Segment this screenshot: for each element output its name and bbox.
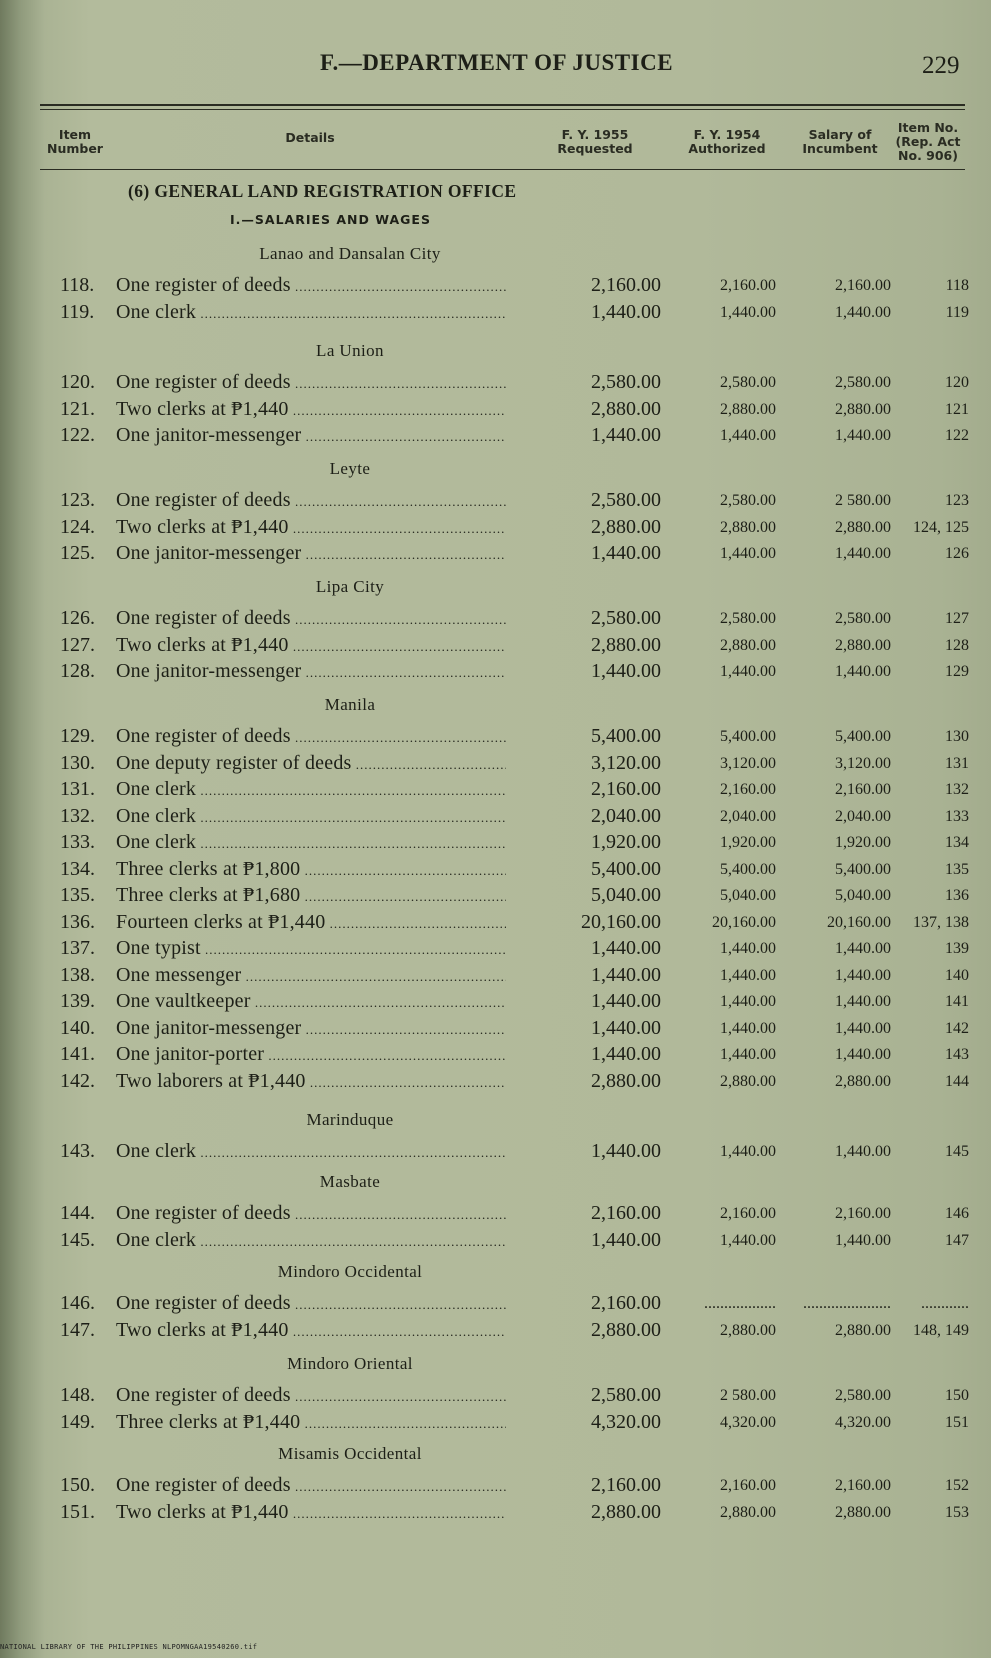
table-row [0,424,991,450]
table-row [0,1140,991,1166]
item-detail: One janitor-messenger ..... [116,424,506,447]
item-number: 130. [60,751,95,774]
fy1955-requested: 1,440.00 [591,1016,661,1039]
item-number: 147. [60,1318,95,1341]
table-row [0,778,991,804]
header-rule-top [40,104,965,106]
salary-of-incumbent: 2,580.00 [835,1387,891,1404]
rep-act-item-no: 153 [945,1503,969,1521]
item-number: 142. [60,1069,95,1092]
salary-of-incumbent: 1,440.00 [835,545,891,562]
table-row [0,805,991,831]
salary-of-incumbent: 2,880.00 [835,1072,891,1090]
item-detail: One register of deeds ..... [116,1202,506,1225]
fy1954-authorized: 2,880.00 [720,636,776,654]
table-row [0,884,991,910]
fy1954-authorized: 5,040.00 [720,887,776,904]
fy1955-requested: 1,440.00 [591,1043,661,1065]
item-number: 149. [60,1410,95,1433]
group-label: Marinduque [306,1110,394,1129]
salary-of-incumbent: 2,160.00 [835,1205,891,1222]
salary-of-incumbent: 5,040.00 [835,887,891,904]
item-number: 144. [60,1202,95,1224]
item-detail: Three clerks at ₱1,800 ..... [116,858,506,881]
item-detail: One register of deeds ..... [116,1474,506,1497]
table-row [0,911,991,937]
item-number: 126. [60,607,95,629]
rep-act-item-no: 131 [945,754,969,772]
rep-act-item-no: 150 [945,1387,969,1404]
item-detail: Two clerks at ₱1,440 ..... [116,634,506,657]
group-label: La Union [316,341,384,360]
item-detail: One messenger ..... [116,964,506,987]
rep-act-item-no: 142 [945,1019,969,1037]
salary-of-incumbent: 2,880.00 [835,518,891,536]
table-row [0,542,991,568]
salary-of-incumbent: 1,440.00 [835,940,891,957]
col-item-no [888,121,968,163]
item-number: 139. [60,990,95,1012]
col-item-no-line2: (Rep. Act [895,134,961,149]
table-row [0,831,991,857]
item-number: 134. [60,857,95,880]
salary-of-incumbent: 2,580.00 [835,374,891,391]
fy1955-requested: 3,120.00 [591,751,661,774]
item-detail: Two laborers at ₱1,440 ..... [116,1070,506,1093]
item-number: 132. [60,804,95,827]
item-number: 127. [60,633,95,656]
salary-of-incumbent: 1,440.00 [835,1046,891,1063]
salary-of-incumbent: 1,440.00 [835,993,891,1010]
rep-act-item-no: 144 [945,1072,969,1090]
page-number: 229 [922,52,960,79]
rep-act-item-no: 132 [945,781,969,798]
fy1955-requested: 2,160.00 [591,274,661,296]
item-number: 124. [60,515,95,538]
table-row [0,1017,991,1043]
rep-act-item-no: 134 [945,834,969,851]
fy1955-requested: 1,440.00 [591,542,661,564]
col-item-no-line1: Item No. [897,120,959,135]
salary-of-incumbent: 1,440.00 [835,966,891,984]
fy1954-authorized: 2 580.00 [720,1387,776,1404]
item-number: 135. [60,884,95,906]
table-row [0,634,991,660]
rep-act-item-no: 143 [945,1046,969,1063]
salary-of-incumbent: 1,440.00 [835,1231,891,1249]
item-number: 140. [60,1016,95,1039]
item-number: 143. [60,1140,95,1162]
group-label: Mindoro Oriental [287,1354,413,1373]
fy1955-requested: 2,160.00 [591,1474,661,1496]
salary-of-incumbent: 2,880.00 [835,636,891,654]
item-detail: One clerk ..... [116,831,506,854]
item-number: 138. [60,963,95,986]
item-number: 145. [60,1228,95,1251]
table-row [0,1202,991,1228]
col-fy1954 [672,128,782,156]
fy1954-authorized: .................. [704,1295,776,1312]
table-row [0,1229,991,1255]
col-fy1955-line1: F. Y. 1955 [561,127,629,142]
fy1954-authorized: 2,160.00 [720,1477,776,1494]
salary-of-incumbent: 1,440.00 [835,1143,891,1160]
fy1955-requested: 1,440.00 [591,1228,661,1251]
item-detail: Two clerks at ₱1,440 ..... [116,1501,506,1524]
salary-of-incumbent: 2 580.00 [835,492,891,509]
rep-act-item-no: 119 [945,303,969,321]
fy1955-requested: 2,040.00 [591,804,661,827]
item-detail: One register of deeds ..... [116,274,506,297]
col-fy1955 [540,128,650,156]
item-detail: One register of deeds ..... [116,371,506,394]
fy1954-authorized: 2,040.00 [720,807,776,825]
item-number: 123. [60,489,95,511]
fy1955-requested: 2,580.00 [591,1384,661,1406]
subsection-title: I.—SALARIES AND WAGES [230,212,431,227]
item-detail: Three clerks at ₱1,680 ..... [116,884,506,907]
fy1954-authorized: 1,440.00 [720,427,776,444]
rep-act-item-no: 151 [945,1413,969,1431]
salary-of-incumbent: 2,880.00 [835,1321,891,1339]
item-detail: One janitor-messenger ..... [116,660,506,683]
item-detail: One register of deeds ..... [116,725,506,748]
fy1954-authorized: 3,120.00 [720,754,776,772]
item-detail: Two clerks at ₱1,440 ..... [116,398,506,421]
item-detail: One clerk ..... [116,301,506,324]
item-detail: One register of deeds ..... [116,607,506,630]
fy1955-requested: 2,580.00 [591,371,661,393]
salary-of-incumbent: 5,400.00 [835,860,891,878]
table-row [0,371,991,397]
item-detail: One clerk ..... [116,778,506,801]
group-label: Masbate [319,1172,381,1191]
fy1955-requested: 2,880.00 [591,515,661,538]
fy1955-requested: 5,040.00 [591,884,661,906]
item-number: 118. [60,274,95,296]
rep-act-item-no: 126 [945,545,969,562]
fy1954-authorized: 1,920.00 [720,834,776,851]
salary-of-incumbent: 4,320.00 [835,1413,891,1431]
fy1954-authorized: 1,440.00 [720,545,776,562]
item-detail: One clerk ..... [116,1140,506,1163]
fy1954-authorized: 1,440.00 [720,1046,776,1063]
col-fy1955-line2: Requested [557,141,633,156]
fy1955-requested: 4,320.00 [591,1410,661,1433]
group-label: Mindoro Occidental [277,1262,423,1281]
item-detail: Two clerks at ₱1,440 ..... [116,516,506,539]
item-number: 125. [60,542,95,564]
item-number: 131. [60,778,95,800]
table-row [0,752,991,778]
group-label: Lipa City [315,577,385,596]
item-detail: One clerk ..... [116,805,506,828]
item-detail: One deputy register of deeds ..... [116,752,506,775]
fy1954-authorized: 1,440.00 [720,1231,776,1249]
page-header [0,50,991,90]
col-item-no-line3: No. 906) [898,148,958,163]
col-item-number-line1: Item [58,127,92,142]
salary-of-incumbent: 1,920.00 [835,834,891,851]
fy1954-authorized: 1,440.00 [720,303,776,321]
item-number: 128. [60,660,95,682]
fy1954-authorized: 2,880.00 [720,1321,776,1339]
fy1954-authorized: 2,160.00 [720,1205,776,1222]
table-row [0,964,991,990]
fy1955-requested: 1,440.00 [591,424,661,446]
rep-act-item-no: 136 [945,887,969,904]
salary-of-incumbent: ...................... [803,1295,891,1312]
item-detail: Three clerks at ₱1,440 ..... [116,1411,506,1434]
table-row [0,1070,991,1096]
col-fy1954-line1: F. Y. 1954 [693,127,761,142]
item-detail: One register of deeds ..... [116,489,506,512]
fy1955-requested: 2,580.00 [591,489,661,511]
salary-of-incumbent: 2,160.00 [835,781,891,798]
salary-of-incumbent: 2,880.00 [835,400,891,418]
fy1954-authorized: 1,440.00 [720,1143,776,1160]
table-row [0,516,991,542]
fy1954-authorized: 2,580.00 [720,610,776,627]
rep-act-item-no: ............ [921,1295,969,1312]
salary-of-incumbent: 2,880.00 [835,1503,891,1521]
salary-of-incumbent: 3,120.00 [835,754,891,772]
item-number: 122. [60,424,95,446]
col-salary-line2: Incumbent [802,141,878,156]
item-number: 141. [60,1043,95,1065]
fy1954-authorized: 2,160.00 [720,277,776,294]
table-row [0,990,991,1016]
fy1955-requested: 2,880.00 [591,397,661,420]
col-details: Details [285,130,335,145]
fy1955-requested: 5,400.00 [591,857,661,880]
table-row [0,607,991,633]
item-detail: Two clerks at ₱1,440 ..... [116,1319,506,1342]
salary-of-incumbent: 2,160.00 [835,1477,891,1494]
item-number: 148. [60,1384,95,1406]
fy1954-authorized: 2,580.00 [720,374,776,391]
fy1955-requested: 2,880.00 [591,1069,661,1092]
fy1954-authorized: 1,440.00 [720,663,776,680]
fy1954-authorized: 5,400.00 [720,728,776,745]
col-fy1954-line2: Authorized [688,141,766,156]
col-salary [795,128,885,156]
group-label: Manila [324,695,376,714]
item-detail: One vaultkeeper ..... [116,990,506,1013]
rep-act-item-no: 152 [945,1477,969,1494]
rep-act-item-no: 137, 138 [913,913,969,931]
item-number: 146. [60,1292,95,1314]
fy1955-requested: 1,440.00 [591,990,661,1012]
group-label: Lanao and Dansalan City [259,244,441,263]
rep-act-item-no: 118 [945,277,969,294]
rep-act-item-no: 124, 125 [913,518,969,536]
table-row [0,858,991,884]
item-number: 150. [60,1474,95,1496]
item-number: 129. [60,725,95,747]
fy1955-requested: 1,440.00 [591,300,661,323]
header-rule-second [40,109,965,110]
rep-act-item-no: 127 [945,610,969,627]
rep-act-item-no: 123 [945,492,969,509]
salary-of-incumbent: 2,580.00 [835,610,891,627]
rep-act-item-no: 147 [945,1231,969,1249]
scan-footer: NATIONAL LIBRARY OF THE PHILIPPINES NLPOMNGAA19540260.tif [0,1643,258,1651]
table-row [0,1474,991,1500]
fy1955-requested: 2,880.00 [591,633,661,656]
fy1954-authorized: 2,580.00 [720,492,776,509]
fy1955-requested: 1,440.00 [591,660,661,682]
fy1955-requested: 2,160.00 [591,1202,661,1224]
item-detail: One typist ..... [116,937,506,960]
fy1954-authorized: 2,880.00 [720,1072,776,1090]
col-salary-line1: Salary of [808,127,872,142]
fy1954-authorized: 5,400.00 [720,860,776,878]
fy1955-requested: 2,580.00 [591,607,661,629]
item-number: 136. [60,910,95,933]
fy1955-requested: 2,160.00 [591,1292,661,1314]
item-number: 133. [60,831,95,853]
fy1954-authorized: 20,160.00 [712,913,776,931]
rep-act-item-no: 148, 149 [913,1321,969,1339]
fy1954-authorized: 2,160.00 [720,781,776,798]
fy1954-authorized: 1,440.00 [720,993,776,1010]
table-row [0,1319,991,1345]
salary-of-incumbent: 1,440.00 [835,427,891,444]
rep-act-item-no: 139 [945,940,969,957]
item-detail: One clerk ..... [116,1229,506,1252]
col-item-number [42,128,108,156]
table-row [0,274,991,300]
table-row [0,725,991,751]
table-row [0,1411,991,1437]
page-title: F.—DEPARTMENT OF JUSTICE [320,50,674,75]
rep-act-item-no: 135 [945,860,969,878]
rep-act-item-no: 122 [945,427,969,444]
rep-act-item-no: 121 [945,400,969,418]
salary-of-incumbent: 2,040.00 [835,807,891,825]
salary-of-incumbent: 1,440.00 [835,1019,891,1037]
table-row [0,1501,991,1527]
rep-act-item-no: 141 [945,993,969,1010]
item-number: 121. [60,397,95,420]
fy1954-authorized: 1,440.00 [720,940,776,957]
fy1954-authorized: 1,440.00 [720,966,776,984]
salary-of-incumbent: 2,160.00 [835,277,891,294]
fy1954-authorized: 4,320.00 [720,1413,776,1431]
table-row [0,660,991,686]
item-number: 120. [60,371,95,393]
salary-of-incumbent: 1,440.00 [835,663,891,680]
fy1955-requested: 1,440.00 [591,1140,661,1162]
fy1955-requested: 1,920.00 [591,831,661,853]
fy1954-authorized: 2,880.00 [720,518,776,536]
fy1954-authorized: 1,440.00 [720,1019,776,1037]
item-detail: One janitor-messenger ..... [116,542,506,565]
fy1955-requested: 2,160.00 [591,778,661,800]
item-detail: One register of deeds ..... [116,1292,506,1315]
col-item-number-line2: Number [47,141,103,156]
item-detail: One janitor-porter ..... [116,1043,506,1066]
group-label: Leyte [329,459,371,478]
rep-act-item-no: 140 [945,966,969,984]
rep-act-item-no: 120 [945,374,969,391]
fy1955-requested: 20,160.00 [581,910,661,933]
rep-act-item-no: 133 [945,807,969,825]
rep-act-item-no: 146 [945,1205,969,1222]
rep-act-item-no: 128 [945,636,969,654]
item-detail: Fourteen clerks at ₱1,440 ..... [116,911,506,934]
fy1955-requested: 1,440.00 [591,937,661,959]
salary-of-incumbent: 20,160.00 [827,913,891,931]
fy1955-requested: 1,440.00 [591,963,661,986]
salary-of-incumbent: 5,400.00 [835,728,891,745]
table-row [0,1043,991,1069]
item-number: 137. [60,937,95,959]
item-detail: One register of deeds ..... [116,1384,506,1407]
rep-act-item-no: 145 [945,1143,969,1160]
rep-act-item-no: 130 [945,728,969,745]
fy1954-authorized: 2,880.00 [720,400,776,418]
table-row [0,1384,991,1410]
fy1955-requested: 5,400.00 [591,725,661,747]
table-row [0,937,991,963]
salary-of-incumbent: 1,440.00 [835,303,891,321]
table-row [0,489,991,515]
table-row [0,301,991,327]
table-row [0,1292,991,1318]
item-number: 119. [60,300,95,323]
fy1954-authorized: 2,880.00 [720,1503,776,1521]
group-label: Misamis Occidental [278,1444,422,1463]
item-number: 151. [60,1500,95,1523]
fy1955-requested: 2,880.00 [591,1318,661,1341]
section-title: (6) GENERAL LAND REGISTRATION OFFICE [128,181,517,201]
table-row [0,398,991,424]
fy1955-requested: 2,880.00 [591,1500,661,1523]
rep-act-item-no: 129 [945,663,969,680]
item-detail: One janitor-messenger ..... [116,1017,506,1040]
header-rule-bottom [40,169,965,170]
